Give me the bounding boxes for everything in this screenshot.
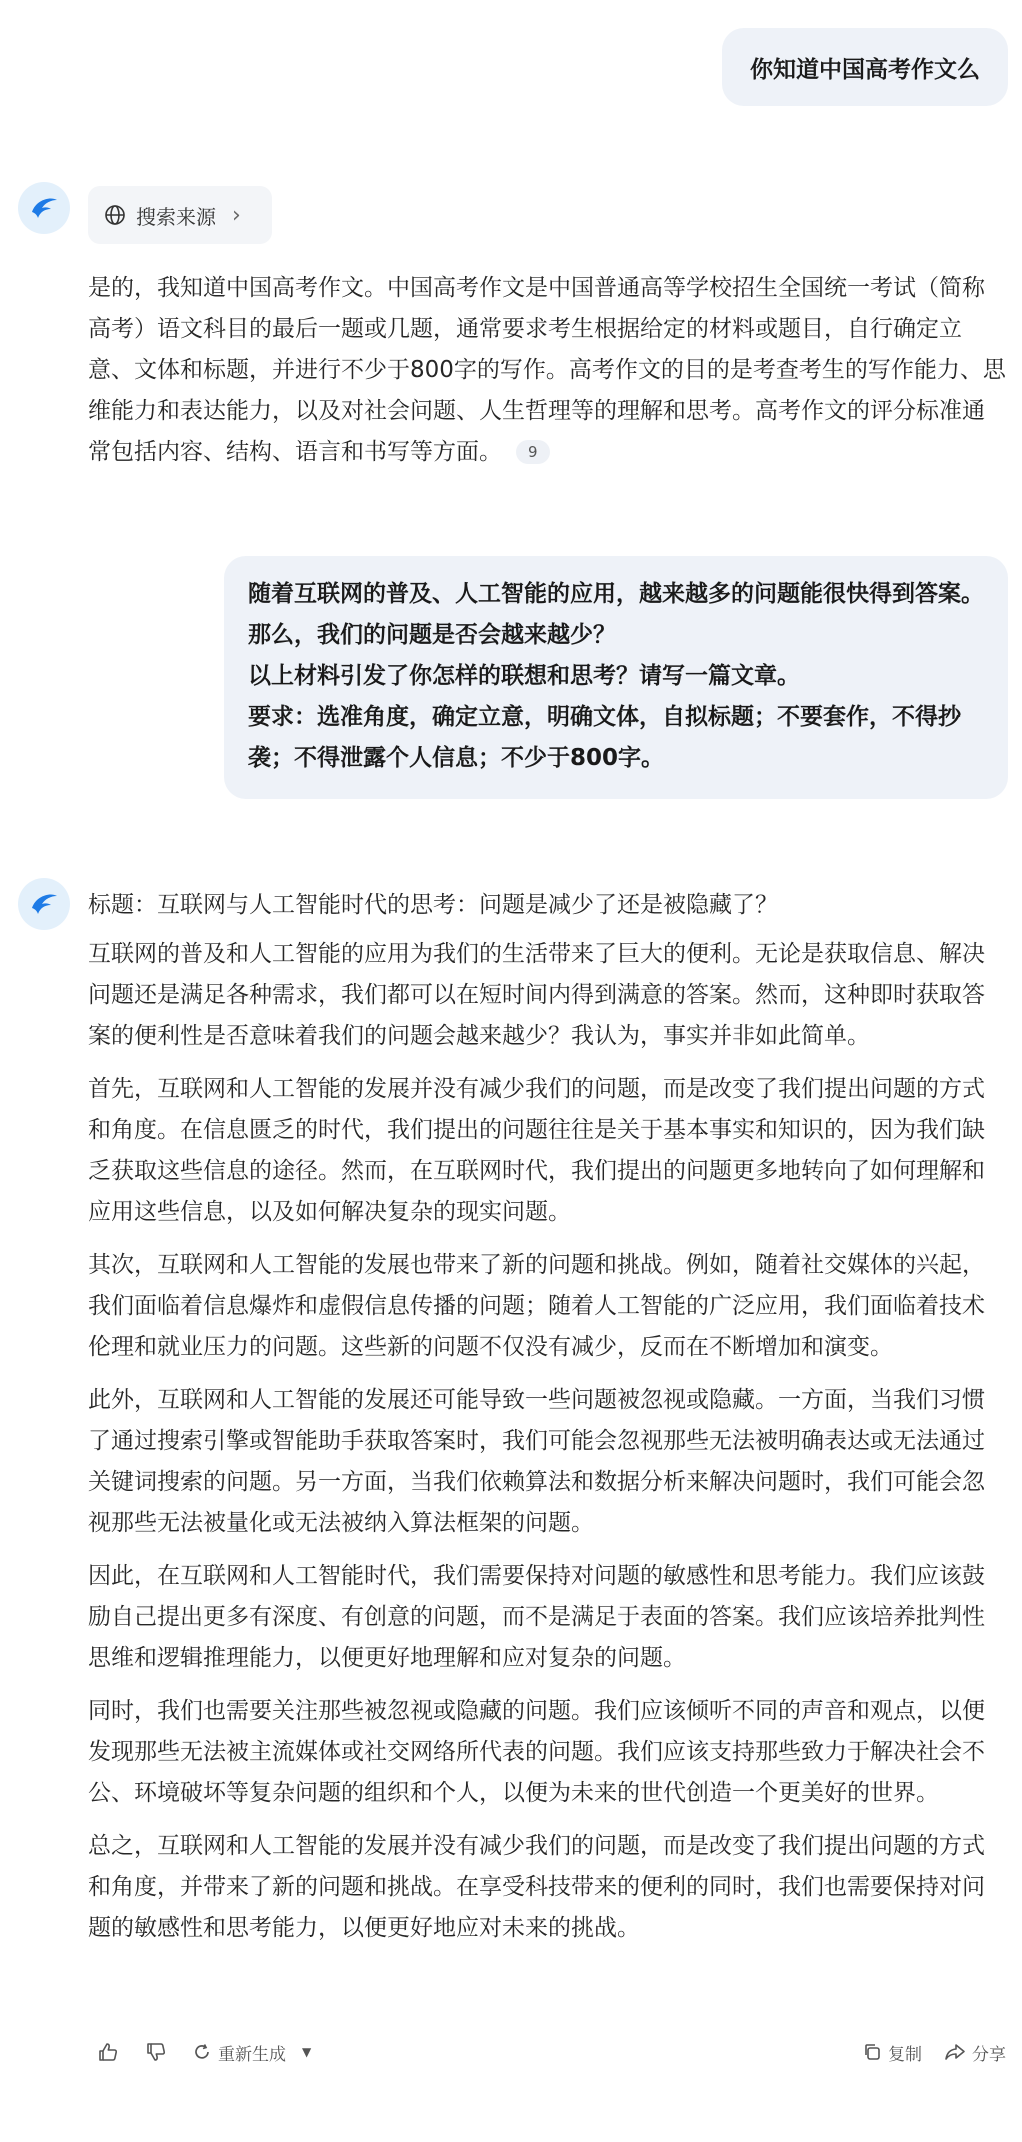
thumbs-down-icon bbox=[145, 2041, 167, 2063]
thumbs-up-icon bbox=[97, 2041, 119, 2063]
user-message-line: 随着互联网的普及、人工智能的应用，越来越多的问题能很快得到答案。那么，我们的问题是否会越来越少？ bbox=[248, 581, 984, 648]
essay-paragraph: 此外，互联网和人工智能的发展还可能导致一些问题被忽视或隐藏。一方面，当我们习惯了通过搜索引擎或智能助手获取答案时，我们可能会忽视那些无法被明确表达或无法通过关键词搜索的问题。另一方面，当我们依赖算法和数据分析来解决问题时，我们可能会忽视那些无法被量化或无法被纳入算法框架的问题。 bbox=[88, 1387, 985, 1536]
answer-text: 是的，我知道中国高考作文。中国高考作文是中国普通高等学校招生全国统一考试（简称高考）语文科目的最后一题或几题，通常要求考生根据给定的材料或题目，自行确定立意、文体和标题，并进行不少于800字的写作。高考作文的目的是考查考生的写作能力、思维能力和表达能力，以及对社会问题、人生哲理等的理解和思考。高考作文的评分标准通常包括内容、结构、语言和书写等方面。 bbox=[88, 275, 1006, 465]
copy-icon bbox=[862, 2042, 882, 2062]
user-message-line: 要求：选准角度，确定立意，明确文体，自拟标题；不要套作，不得抄袭；不得泄露个人信息；不少于800字。 bbox=[248, 704, 961, 771]
refresh-icon bbox=[192, 2042, 212, 2062]
globe-icon bbox=[104, 204, 126, 226]
assistant-answer bbox=[88, 268, 1006, 473]
message-action-bar bbox=[88, 2032, 1006, 2072]
user-message-bubble bbox=[224, 556, 1008, 799]
dislike-button[interactable] bbox=[136, 2032, 176, 2072]
copy-button[interactable] bbox=[862, 2040, 922, 2065]
dolphin-logo-icon bbox=[26, 886, 62, 922]
share-button[interactable] bbox=[944, 2040, 1006, 2065]
assistant-essay-answer bbox=[88, 885, 1006, 1961]
regenerate-button[interactable] bbox=[192, 2040, 311, 2065]
chevron-right-icon: › bbox=[232, 202, 241, 228]
share-icon bbox=[944, 2042, 966, 2062]
essay-paragraph: 同时，我们也需要关注那些被忽视或隐藏的问题。我们应该倾听不同的声音和观点，以便发现那些无法被主流媒体或社交网络所代表的问题。我们应该支持那些致力于解决社会不公、环境破坏等复杂问题的组织和个人，以便为未来的世代创造一个更美好的世界。 bbox=[88, 1698, 985, 1806]
regenerate-label: 重新生成 bbox=[218, 2044, 286, 2065]
copy-label: 复制 bbox=[888, 2044, 922, 2065]
search-sources-button[interactable] bbox=[88, 186, 272, 244]
citation-badge[interactable]: 9 bbox=[516, 440, 550, 464]
essay-paragraph: 因此，在互联网和人工智能时代，我们需要保持对问题的敏感性和思考能力。我们应该鼓励自己提出更多有深度、有创意的问题，而不是满足于表面的答案。我们应该培养批判性思维和逻辑推理能力，以便更好地理解和应对复杂的问题。 bbox=[88, 1563, 985, 1671]
assistant-avatar bbox=[18, 878, 70, 930]
caret-down-icon[interactable]: ▼ bbox=[302, 2045, 312, 2059]
user-message-line: 以上材料引发了你怎样的联想和思考？请写一篇文章。 bbox=[248, 663, 800, 689]
essay-paragraph: 互联网的普及和人工智能的应用为我们的生活带来了巨大的便利。无论是获取信息、解决问题还是满足各种需求，我们都可以在短时间内得到满意的答案。然而，这种即时获取答案的便利性是否意味着我们的问题会越来越少？我认为，事实并非如此简单。 bbox=[88, 941, 985, 1049]
user-message-bubble bbox=[722, 28, 1008, 106]
assistant-avatar bbox=[18, 182, 70, 234]
search-sources-label: 搜索来源 bbox=[136, 204, 216, 229]
essay-paragraph: 总之，互联网和人工智能的发展并没有减少我们的问题，而是改变了我们提出问题的方式和角度，并带来了新的问题和挑战。在享受科技带来的便利的同时，我们也需要保持对问题的敏感性和思考能力，以便更好地应对未来的挑战。 bbox=[88, 1833, 985, 1941]
like-button[interactable] bbox=[88, 2032, 128, 2072]
dolphin-logo-icon bbox=[26, 190, 62, 226]
essay-title: 标题：互联网与人工智能时代的思考：问题是减少了还是被隐藏了？ bbox=[88, 892, 778, 918]
essay-paragraph: 其次，互联网和人工智能的发展也带来了新的问题和挑战。例如，随着社交媒体的兴起，我们面临着信息爆炸和虚假信息传播的问题；随着人工智能的广泛应用，我们面临着技术伦理和就业压力的问题。这些新的问题不仅没有减少，反而在不断增加和演变。 bbox=[88, 1252, 985, 1360]
user-message-text: 你知道中国高考作文么 bbox=[750, 56, 980, 83]
share-label: 分享 bbox=[972, 2044, 1006, 2065]
essay-paragraph: 首先，互联网和人工智能的发展并没有减少我们的问题，而是改变了我们提出问题的方式和角度。在信息匮乏的时代，我们提出的问题往往是关于基本事实和知识的，因为我们缺乏获取这些信息的途径。然而，在互联网时代，我们提出的问题更多地转向了如何理解和应用这些信息，以及如何解决复杂的现实问题。 bbox=[88, 1076, 985, 1225]
